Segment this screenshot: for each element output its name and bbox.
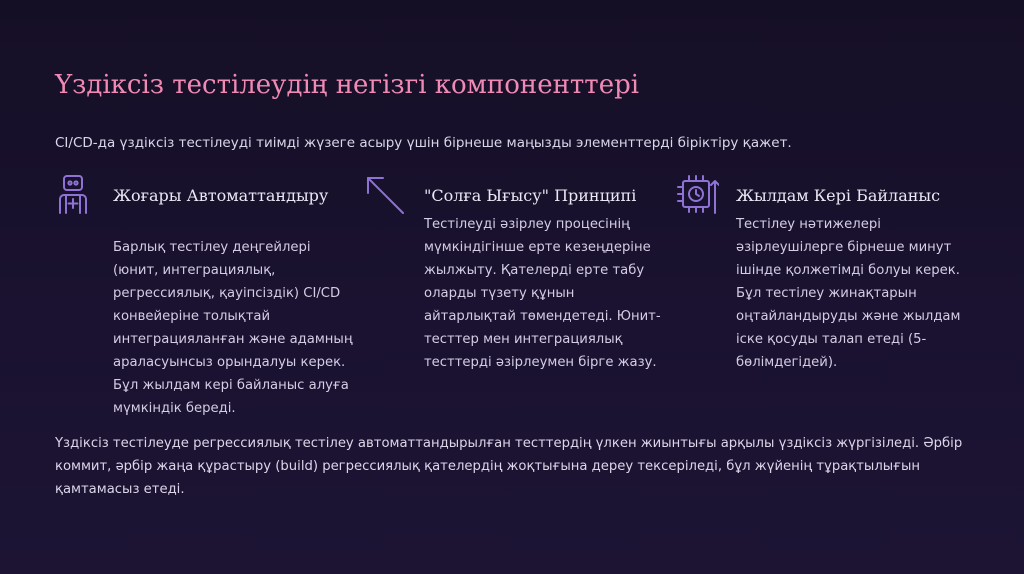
column-body-automation: Барлық тестілеу деңгейлері (юнит, интеграциялық, регрессиялық, қауіпсіздік) CI/CD конвейеріне толықтай интеграцияланған және адамның араласуынсыз орындалуы керек. Бұл жылдам кері байланыс алуға мүмкіндік береді. <box>113 240 353 416</box>
column-title-automation: Жоғары Автоматтандыру <box>113 186 329 205</box>
arrow-up-left-icon <box>363 173 407 217</box>
slide-subtitle: CI/CD-да үздіксіз тестілеуді тиімді жүзеге асыру үшін бірнеше маңызды элементтерді біріктіру қажет. <box>55 135 792 151</box>
column-body-shift-left: Тестілеуді әзірлеу процесінің мүмкіндігінше ерте кезеңдеріне жылжыту. Қателерді ерте табу оларды түзету құнын айтарлықтай төмендетеді. Юнит- тесттер мен интеграциялық тесттерді әзірлеумен бірге жазу. <box>424 217 661 370</box>
column-title-shift-left: "Солға Ығысу" Принципі <box>424 186 637 205</box>
column-title-feedback: Жылдам Кері Байланыс <box>736 186 941 205</box>
chip-clock-icon <box>675 173 719 217</box>
slide-title: Үздіксіз тестілеудің негізгі компоненттері <box>55 70 640 100</box>
column-body-feedback: Тестілеу нәтижелері әзірлеушілерге бірнеше минут ішінде қолжетімді болуы керек. Бұл тестілеу жинақтарын оңтайландыруды және жылдам іске қосуды талап етеді (5- бөлімдегідей). <box>736 217 961 370</box>
slide-footer: Үздіксіз тестілеуде регрессиялық тестілеу автоматтандырылған тесттердің үлкен жиынтығы арқылы үздіксіз жүргізіледі. Әрбір коммит, әрбір жаңа құрастыру (build) регрессиялық қателердің жоқтығына дереу тексеріледі, бұл жүйенің тұрақтылығын қамтамасыз етеді. <box>55 436 963 497</box>
robot-medic-icon <box>52 173 96 217</box>
